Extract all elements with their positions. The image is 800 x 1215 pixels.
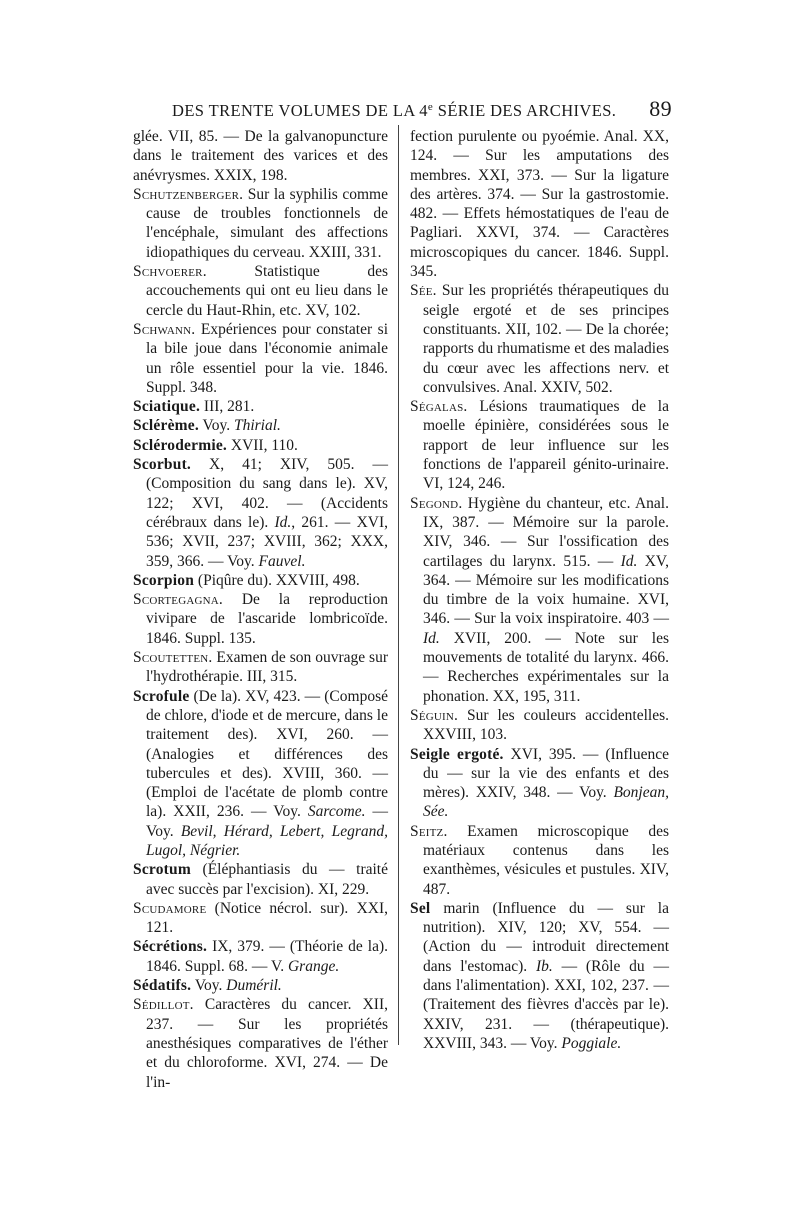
index-entry xyxy=(133,127,388,185)
entry-body: fection purulente ou pyoémie. Anal. XX, 124. — Sur les amputations des membres. XXI, 373. — Sur la ligature des artères. 374. — Sur la gastrostomie. 482. — Effets hémostatiques de l'eau de Pagliari. XXVI, 374. — Caractères microscopiques du cancer. 1846. Suppl. 345. xyxy=(410,128,669,281)
entry-body: (Piqûre du). XXVIII, 498. xyxy=(194,571,360,589)
entry-body: Voy. Thirial. xyxy=(198,417,281,435)
index-entry xyxy=(133,899,388,938)
column-divider xyxy=(398,125,399,1045)
index-entry xyxy=(133,185,388,262)
entry-body: marin (Influence du — sur la nutrition). XIV, 120; XV, 554. — (Action du — introduit directement dans l'estomac). Ib. — (Rôle du — dans l'alimentation). XXI, 102, 237. — (Traitement des fièvres d'accès par le). XXIV, 231. — (thérapeutique). XXVIII, 343. — Voy. Poggiale. xyxy=(423,899,669,1052)
entry-body: III, 281. xyxy=(200,398,255,416)
entry-body: Caractères du cancer. XII, 237. — Sur les propriétés anesthésiques comparatives de l'éther et du chloroforme. XVI, 274. — De l'in- xyxy=(146,996,388,1091)
running-title: DES TRENTE VOLUMES DE LA 4e SÉRIE DES ARCHIVES. xyxy=(172,101,617,120)
left-column xyxy=(133,127,388,1092)
index-entry xyxy=(133,320,388,397)
index-entry xyxy=(133,397,388,416)
index-entry xyxy=(133,590,388,648)
entry-headword: Schwann. xyxy=(133,320,196,338)
entry-headword: Seitz. xyxy=(410,822,448,840)
entry-body: XVII, 110. xyxy=(227,436,298,454)
index-entry xyxy=(410,706,669,745)
index-entry xyxy=(410,822,669,899)
index-entry xyxy=(410,494,669,706)
entry-headword: Scorpion xyxy=(133,571,195,589)
index-entry xyxy=(410,745,669,822)
entry-headword: Sciatique. xyxy=(133,398,201,416)
index-entry xyxy=(133,976,388,995)
entry-headword: Scorbut. xyxy=(133,456,192,474)
entry-headword: Scrotum xyxy=(133,861,191,879)
entry-body: Sur les couleurs accidentelles. XXVIII, 103. xyxy=(423,706,669,744)
entry-headword: Sédatifs. xyxy=(133,977,192,995)
entry-headword: Sécrétions. xyxy=(133,938,208,956)
entry-headword: Seigle ergoté. xyxy=(410,745,504,763)
entry-body: (Notice nécrol. sur). XXI, 121. xyxy=(146,899,388,937)
entry-headword: Sédillot. xyxy=(133,996,194,1014)
entry-body: glée. VII, 85. — De la galvanopuncture dans le traitement des varices et des anévrysmes. XXIX, 198. xyxy=(133,128,388,184)
entry-headword: Segond. xyxy=(410,494,463,512)
entry-headword: Scoutetten. xyxy=(133,649,213,667)
entry-headword: Sel xyxy=(410,899,431,917)
page-number: 89 xyxy=(649,96,672,121)
entry-body: XVI, 395. — (Influence du — sur la vie des enfants et des mères). XXIV, 348. — Voy. Bonjean, Sée. xyxy=(423,745,670,821)
entry-body: Sur les propriétés thérapeutiques du seigle ergoté et de ses principes constituants. XII, 102. — De la chorée; rapports du rhumatisme et des maladies du cœur avec les affections nerv. et convulsives. Anal. XXIV, 502. xyxy=(423,282,669,396)
index-entry xyxy=(133,416,388,435)
index-entry xyxy=(133,648,388,687)
index-entry xyxy=(410,397,669,493)
index-entry xyxy=(410,281,669,397)
index-entry xyxy=(410,127,669,281)
entry-body: Expériences pour constater si la bile joue dans l'économie animale un rôle essentiel pour la vie. 1846. Suppl. 348. xyxy=(146,320,388,396)
index-entry xyxy=(133,860,388,899)
right-column xyxy=(410,127,669,1053)
index-entry xyxy=(410,899,669,1053)
entry-body: Statistique des accouchements qui ont eu lieu dans le cercle du Haut-Rhin, etc. XV, 102. xyxy=(146,263,388,319)
entry-body: Sur la syphilis comme cause de troubles fonctionnels de l'encéphale, simulant des affections idiopathiques du cerveau. XXIII, 331. xyxy=(146,185,388,261)
index-entry xyxy=(133,687,388,861)
entry-body: Lésions traumatiques de la moelle épinière, considérées sous le rapport de leur influence sur les fonctions de l'appareil génito-urinaire. VI, 124, 246. xyxy=(423,398,669,493)
entry-body: Examen microscopique des matériaux contenus dans les exanthèmes, vésicules et pustules. XIV, 487. xyxy=(423,822,669,898)
entry-headword: Scudamore xyxy=(133,899,207,917)
entry-body: Voy. Duméril. xyxy=(191,977,282,995)
index-entry xyxy=(133,571,388,590)
entry-body: (Éléphantiasis du — traité avec succès par l'excision). XI, 229. xyxy=(146,861,388,898)
entry-headword: Sée. xyxy=(410,282,437,300)
index-entry xyxy=(133,995,388,1091)
entry-headword: Ségalas. xyxy=(410,398,468,416)
index-entry xyxy=(133,937,388,976)
entry-headword: Séguin. xyxy=(410,706,459,724)
entry-headword: Scrofule xyxy=(133,687,190,705)
page-header xyxy=(172,98,672,124)
entry-body: X, 41; XIV, 505. — (Composition du sang dans le). XV, 122; XVI, 402. — (Accidents cérébraux dans le). Id., 261. — XVI, 536; XVII, 237; XVIII, 362; XXX, 359, 366. — Voy. Fauvel. xyxy=(146,456,388,570)
entry-headword: Scortegagna. xyxy=(133,591,224,609)
entry-body: Hygiène du chanteur, etc. Anal. IX, 387. — Mémoire sur la parole. XIV, 346. — Sur l'ossification des cartilages du larynx. 515. — Id. XV, 364. — Mémoire sur les modifications du timbre de la voix humaine. XVI, 346. — Sur la voix inspiratoire. 403 — Id. XVII, 200. — Note sur les mouvements de totalité du larynx. 466. — Recherches expérimentales sur la phonation. XX, 195, 311. xyxy=(423,494,669,705)
index-entry xyxy=(133,436,388,455)
entry-body: De la reproduction vivipare de l'ascaride lombricoïde. 1846. Suppl. 135. xyxy=(146,591,388,647)
index-entry xyxy=(133,455,388,571)
entry-body: IX, 379. — (Théorie de la). 1846. Suppl. 68. — V. Grange. xyxy=(146,938,388,975)
entry-headword: Schutzenberger. xyxy=(133,185,244,203)
entry-headword: Schvoerer. xyxy=(133,263,207,281)
entry-body: Examen de son ouvrage sur l'hydrothérapie. III, 315. xyxy=(146,649,388,686)
index-entry xyxy=(133,262,388,320)
entry-headword: Sclérodermie. xyxy=(133,436,227,454)
entry-body: (De la). XV, 423. — (Composé de chlore, d'iode et de mercure, dans le traitement des). XVI, 260. — (Analogies et différences des tubercules et des). XVIII, 360. — (Emploi de l'acétate de plomb contre la). XXII, 236. — Voy. Sarcome. — Voy. Bevil, Hérard, Lebert, Legrand, Lugol, Négrier. xyxy=(146,687,389,859)
entry-headword: Sclérème. xyxy=(133,417,199,435)
